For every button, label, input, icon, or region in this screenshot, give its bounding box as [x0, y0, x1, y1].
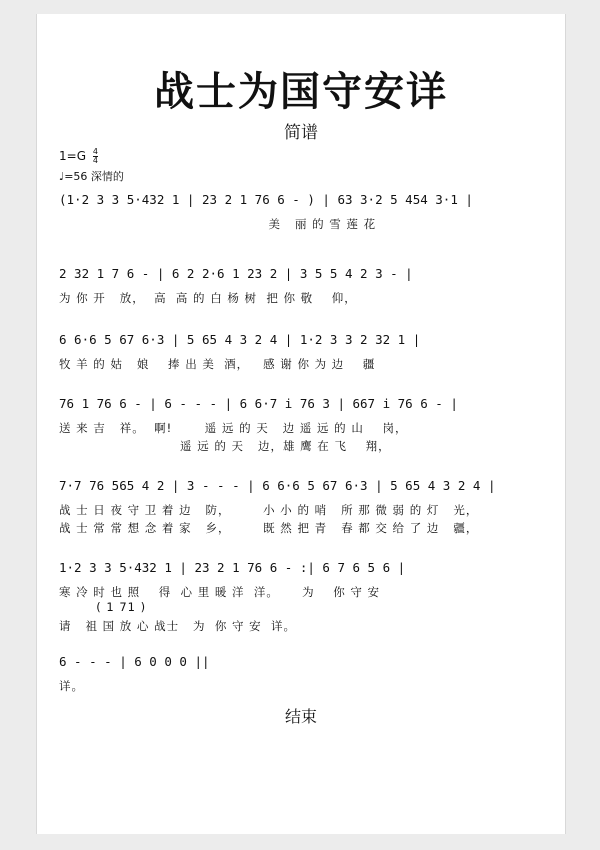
lyric-line: 美 丽 的 雪 莲 花 — [59, 217, 377, 231]
notation-line: 76 1 76 6 - | 6 - - - | 6 6·7 i 76 3 | 667 i 76 6 - | — [59, 396, 458, 411]
tempo-marking: ♩=56 深情的 — [59, 170, 124, 183]
lyric-line: 牧 羊 的 姑 娘 捧 出 美 酒， 感 谢 你 为 边 疆 — [59, 357, 376, 371]
lyric-line: 送 来 吉 祥。 啊! 遥 远 的 天 边 遥 远 的 山 岗， — [59, 421, 408, 435]
lyric-line: 为 你 开 放， 高 高 的 白 杨 树 把 你 敬 仰， — [59, 291, 357, 305]
notation-type: 简谱 — [284, 123, 318, 143]
notation-line: 2 32 1 7 6 - | 6 2 2·6 1 23 2 | 3 5 5 4 2 3 - | — [59, 266, 413, 281]
time-top: 4 — [92, 147, 98, 156]
lyric-line: ( 1 71 ) — [59, 600, 147, 614]
ending-label: 结束 — [284, 707, 317, 726]
lyric-line: 战 士 日 夜 守 卫 着 边 防， 小 小 的 哨 所 那 微 弱 的 灯 光， — [59, 503, 479, 517]
notation-line: 6 - - - | 6 0 0 0 || — [59, 654, 210, 669]
notation-line: (1·2 3 3 5·432 1 | 23 2 1 76 6 - ) | 63 3·2 5 454 3·1 | — [59, 192, 473, 207]
key-label: 1=G — [59, 149, 86, 163]
score-page — [36, 14, 566, 834]
song-title: 战士为国守安详 — [154, 69, 448, 115]
notation-line: 7·7 76 565 4 2 | 3 - - - | 6 6·6 5 67 6·3 | 5 65 4 3 2 4 | — [59, 478, 496, 493]
notation-line: 6 6·6 5 67 6·3 | 5 65 4 3 2 4 | 1·2 3 3 2 32 1 | — [59, 332, 421, 347]
time-bottom: 4 — [92, 156, 98, 165]
lyric-line: 请 祖 国 放 心 战士 为 你 守 安 详。 — [59, 619, 296, 633]
lyric-line: 遥 远 的 天 边，雄 鹰 在 飞 翔， — [59, 439, 391, 453]
time-signature — [93, 148, 98, 165]
lyric-line: 寒 冷 时 也 照 得 心 里 暖 洋 洋。 为 你 守 安 — [59, 585, 381, 599]
lyric-line: 详。 — [59, 679, 84, 693]
lyric-line: 战 士 常 常 想 念 着 家 乡， 既 然 把 青 春 都 交 给 了 边 疆， — [59, 521, 479, 535]
key-signature — [59, 148, 98, 165]
notation-line: 1·2 3 3 5·432 1 | 23 2 1 76 6 - :| 6 7 6 5 6 | — [59, 560, 406, 575]
